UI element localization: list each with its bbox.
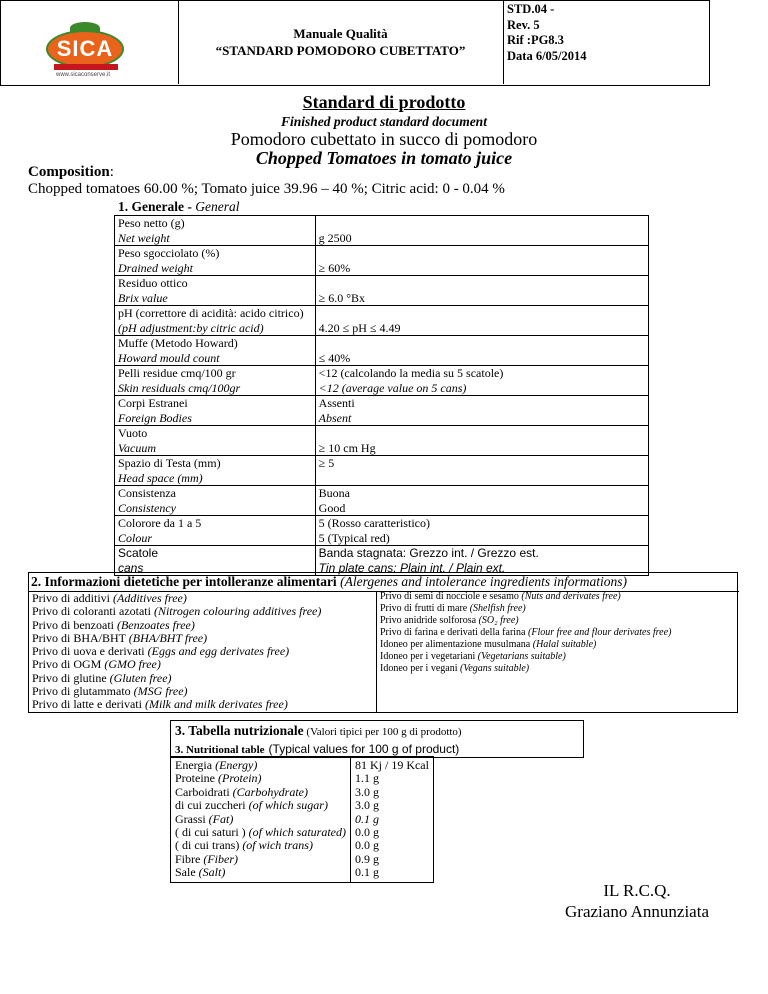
general-value-2 — [319, 471, 645, 486]
general-table — [114, 215, 649, 576]
composition-heading — [28, 164, 114, 181]
nutrition-label — [175, 786, 346, 799]
header-title-line1: Manuale Qualità — [293, 26, 388, 41]
main-title: Standard di prodotto — [302, 92, 466, 112]
general-value-2: g 2500 — [318, 230, 352, 245]
general-value-1: Banda stagnata: Grezzo int. / Grezzo est. — [318, 546, 539, 560]
nutrition-value: 3.0 g — [354, 784, 379, 799]
product-name-it: Pomodoro cubettato in succo di pomodoro — [230, 129, 538, 149]
general-value-1: ≥ 5 — [318, 456, 335, 470]
general-param-en: Drained weight — [118, 260, 193, 275]
general-param — [115, 516, 316, 546]
nutrition-label-en: (Energy) — [215, 758, 258, 772]
logo-website: www.sicaconserve.it — [56, 72, 111, 78]
diet-item — [32, 698, 373, 711]
general-row — [115, 246, 649, 276]
nutrition-heading-note: (Valori tipici per 100 g di prodotto) — [303, 726, 462, 738]
general-value — [315, 516, 648, 546]
diet-item-it: Privo di additivi — [32, 591, 113, 605]
nutrition-label-it: Energia — [175, 758, 216, 772]
diet-item-en: (Vegans suitable) — [459, 663, 530, 674]
nutrition-label-it: Proteine — [175, 771, 218, 786]
general-param-en: Colour — [118, 530, 153, 545]
general-param-it: Colorore da 1 a 5 — [118, 516, 202, 530]
nutrition-label-en: (Fiber) — [203, 851, 238, 866]
subtitle: Finished product standard document — [281, 114, 487, 129]
nutrition-values — [350, 757, 433, 883]
diet-item-en: (Halal suitable) — [532, 639, 597, 650]
nutrition-label — [175, 839, 346, 852]
general-row — [115, 516, 649, 546]
general-param-it: Scatole — [118, 546, 159, 560]
nutrition-label — [175, 813, 346, 826]
nutrition-label-it: Carboidrati — [175, 784, 233, 799]
general-param-it: Corpi Estranei — [118, 396, 188, 410]
general-param-en: Vacuum — [118, 440, 156, 455]
general-param-it: Residuo ottico — [118, 276, 188, 290]
general-value-2: Tin plate cans: Plain int. / Plain ext. — [318, 560, 506, 575]
general-row — [115, 396, 649, 426]
nutrition-value: 0.0 g — [354, 825, 379, 840]
general-param-it: Muffe (Metodo Howard) — [118, 336, 238, 350]
general-value-2: <12 (average value on 5 cans) — [318, 380, 467, 395]
general-param-it: Consistenza — [118, 486, 176, 500]
nutrition-heading-en: 3. Nutritional table — [175, 744, 265, 756]
diet-item-en: (Nitrogen colouring additives free) — [153, 604, 322, 619]
diet-item-en: (Additives free) — [113, 591, 187, 605]
diet-item — [32, 605, 373, 618]
diet-item-it: Privo di BHA/BHT — [32, 630, 129, 645]
general-param-it: Peso netto (g) — [118, 216, 185, 230]
diet-item — [380, 639, 734, 651]
general-row — [115, 336, 649, 366]
general-param — [115, 276, 316, 306]
diet-item — [380, 603, 734, 615]
general-param-en: Consistency — [118, 500, 176, 515]
nutrition-value: 0.1 g — [354, 811, 379, 826]
general-param — [115, 546, 316, 576]
general-value — [315, 246, 648, 276]
nutrition-value: 81 Kj / 19 Kcal — [354, 758, 429, 772]
diet-item — [32, 632, 373, 645]
nutrition-heading — [175, 723, 462, 739]
nutrition-value: 0.1 g — [354, 865, 379, 880]
general-param-it: Vuoto — [118, 426, 148, 440]
general-param-it: Peso sgocciolato (%) — [118, 246, 220, 260]
general-value-1 — [319, 216, 645, 231]
diet-list-left — [29, 591, 377, 712]
diet-item-it: Privo di latte e derivati — [32, 697, 145, 712]
general-param-it: Spazio di Testa (mm) — [118, 456, 221, 470]
general-value — [315, 306, 648, 336]
diet-item — [32, 592, 373, 605]
diet-item-en: (SO₂ free) — [478, 615, 519, 626]
general-heading — [118, 199, 239, 215]
general-row — [115, 456, 649, 486]
general-row — [115, 546, 649, 576]
general-value-1: <12 (calcolando la media su 5 scatole) — [318, 366, 504, 380]
nutrition-heading-en-note: (Typical values for 100 g of product) — [268, 742, 460, 756]
header-std: STD.04 - — [507, 2, 555, 16]
nutrition-label — [175, 759, 346, 772]
diet-item-en: (Vegetarians suitable) — [477, 651, 566, 662]
general-value-2: Absent — [318, 410, 352, 425]
document-header — [0, 0, 710, 86]
general-param — [115, 456, 316, 486]
general-param — [115, 216, 316, 246]
general-value-2: ≥ 60% — [318, 260, 351, 275]
nutrition-heading-box — [170, 720, 584, 758]
nutrition-value: 0.0 g — [354, 838, 379, 853]
diet-item-it: Privo anidride solforosa — [380, 615, 479, 626]
general-param-en: Net weight — [118, 230, 170, 245]
general-value-1 — [319, 306, 645, 321]
diet-item-it: Idoneo per i vegani — [380, 663, 460, 674]
general-value-1 — [319, 426, 645, 441]
product-name-en: Chopped Tomatoes in tomato juice — [255, 148, 513, 168]
general-value-1: 5 (Rosso caratteristico) — [318, 516, 430, 530]
diet-item-it: Privo di uova e derivati — [32, 644, 148, 659]
general-value-2: ≥ 10 cm Hg — [318, 440, 376, 455]
company-logo — [46, 30, 124, 68]
header-title-cell — [178, 0, 504, 84]
general-param-en: Brix value — [118, 290, 168, 305]
diet-item-en: (Benzoates free) — [116, 617, 195, 632]
diet-item-it: Privo di glutine — [32, 670, 110, 685]
diet-item-it: Privo di semi di nocciole e sesamo — [380, 591, 522, 602]
composition-colon: : — [109, 164, 114, 180]
logo-cell — [0, 0, 179, 84]
diet-heading-en: (Alergenes and intolerance ingredients informations) — [340, 574, 628, 589]
general-value-1: Buona — [318, 486, 351, 500]
diet-item-it: Idoneo per i vegetariani — [380, 651, 478, 662]
header-rif: Rif :PG8.3 — [507, 33, 564, 47]
general-value-1 — [319, 336, 645, 351]
general-value-2: Good — [318, 500, 346, 515]
general-param — [115, 246, 316, 276]
general-value — [315, 366, 648, 396]
general-param-en: Foreign Bodies — [118, 410, 192, 425]
general-row — [115, 486, 649, 516]
diet-item-it: Privo di frutti di mare — [380, 603, 470, 614]
general-heading-label: 1. Generale - — [118, 199, 196, 214]
nutrition-value: 1.1 g — [354, 771, 379, 786]
general-value-1: Assenti — [318, 396, 355, 410]
nutrition-value: 3.0 g — [354, 798, 379, 813]
header-title-line2: “STANDARD POMODORO CUBETTATO” — [215, 43, 466, 58]
general-row — [115, 276, 649, 306]
general-value-1 — [319, 276, 645, 291]
general-param-en: Skin residuals cmq/100gr — [118, 380, 241, 395]
general-value — [315, 216, 648, 246]
diet-item — [380, 627, 734, 639]
header-meta-cell — [507, 2, 587, 64]
diet-item-it: Privo di coloranti azotati — [32, 604, 154, 619]
nutrition-heading-label: 3. Tabella nutrizionale — [175, 723, 304, 738]
general-row — [115, 306, 649, 336]
general-param-en: Howard mould count — [118, 350, 220, 365]
diet-list-right — [377, 591, 737, 712]
nutrition-label-it: ( di cui trans) — [175, 838, 243, 853]
diet-item-en: (Shelfish free) — [469, 603, 526, 614]
general-value — [315, 276, 648, 306]
diet-item — [32, 685, 373, 698]
general-param — [115, 396, 316, 426]
general-value — [315, 546, 648, 576]
header-rev: Rev. 5 — [507, 17, 540, 32]
diet-item — [32, 645, 373, 658]
general-row — [115, 426, 649, 456]
diet-item-en: (Nuts and derivates free) — [521, 591, 621, 602]
general-param-en: cans — [118, 560, 144, 575]
logo-text: SICA — [56, 36, 114, 61]
nutrition-label-en: (Fat) — [208, 811, 234, 826]
general-param — [115, 366, 316, 396]
diet-item — [380, 663, 734, 675]
composition-text: Chopped tomatoes 60.00 %; Tomato juice 39.96 – 40 %; Citric acid: 0 - 0.04 % — [28, 181, 505, 197]
nutrition-label-en: (Carbohydrate) — [232, 784, 308, 799]
general-value-2: ≥ 6.0 °Bx — [318, 290, 366, 305]
signature-name: Graziano Annunziata — [565, 902, 709, 921]
general-value-2: 4.20 ≤ pH ≤ 4.49 — [318, 320, 401, 335]
nutrition-label-it: ( di cui saturi ) — [175, 825, 249, 840]
nutrition-label-en: (of wich trans) — [242, 838, 313, 853]
nutrition-label-en: (Salt) — [198, 865, 226, 880]
signature-title: IL R.C.Q. — [603, 881, 671, 900]
composition-label: Composition — [28, 164, 110, 180]
nutrition-label-it: Fibre — [175, 851, 204, 866]
general-param — [115, 336, 316, 366]
diet-item — [380, 615, 734, 627]
general-value-1 — [319, 246, 645, 261]
diet-heading — [29, 573, 739, 592]
general-value — [315, 456, 648, 486]
general-param-en: Head space (mm) — [118, 470, 203, 485]
header-date: Data 6/05/2014 — [507, 48, 587, 63]
nutrition-label — [175, 826, 346, 839]
general-heading-en: General — [195, 199, 240, 214]
general-row — [115, 216, 649, 246]
nutrition-table — [170, 756, 434, 883]
diet-section — [28, 572, 738, 713]
diet-item-en: (BHA/BHT free) — [128, 630, 208, 645]
general-param-it: Pelli residue cmq/100 gr — [118, 366, 236, 380]
general-row — [115, 366, 649, 396]
general-param — [115, 486, 316, 516]
general-param-it: pH (correttore di acidità: acido citrico) — [118, 306, 304, 320]
diet-item-en: (GMO free) — [104, 657, 161, 672]
diet-item-it: Privo di farina e derivati della farina — [380, 627, 528, 638]
diet-item-en: (Milk and milk derivates free) — [144, 697, 288, 712]
diet-item-it: Privo di benzoati — [32, 617, 117, 632]
general-param — [115, 426, 316, 456]
signature-block — [562, 880, 712, 922]
diet-item — [32, 658, 373, 671]
nutrition-label-en: (Protein) — [218, 771, 262, 786]
general-value — [315, 486, 648, 516]
nutrition-label — [175, 799, 346, 812]
general-param — [115, 306, 316, 336]
nutrition-labels — [171, 757, 351, 883]
diet-item-it: Privo di OGM — [32, 657, 105, 672]
nutrition-label-en: (of which sugar) — [248, 798, 328, 813]
diet-item-en: (Gluten free) — [109, 670, 172, 685]
diet-item-it: Idoneo per alimentazione musulmana — [380, 639, 533, 650]
general-value — [315, 336, 648, 366]
diet-item-en: (MSG free) — [133, 684, 188, 699]
general-param-en: (pH adjustment:by citric acid) — [118, 320, 264, 335]
nutrition-label-it: di cui zuccheri — [175, 798, 249, 813]
nutrition-label-en: (of which saturated) — [248, 825, 346, 840]
general-value — [315, 396, 648, 426]
nutrition-label — [175, 866, 346, 879]
general-value-2: 5 (Typical red) — [318, 530, 390, 545]
diet-item — [380, 591, 734, 603]
nutrition-label — [175, 853, 346, 866]
logo-strip — [54, 64, 118, 70]
diet-item-it: Privo di glutammato — [32, 684, 134, 699]
diet-item-en: (Eggs and egg derivates free) — [147, 644, 290, 659]
nutrition-label — [175, 772, 346, 785]
nutrition-label-it: Sale — [175, 865, 199, 880]
general-value-2: ≤ 40% — [318, 350, 351, 365]
diet-item-en: (Flour free and flour derivates free) — [528, 627, 672, 638]
diet-item — [32, 672, 373, 685]
diet-heading-label: 2. Informazioni dietetiche per intolleranze alimentari — [31, 574, 337, 589]
nutrition-value: 0.9 g — [354, 851, 379, 866]
general-value — [315, 426, 648, 456]
nutrition-label-it: Grassi — [175, 811, 209, 826]
diet-item — [32, 619, 373, 632]
diet-item — [380, 651, 734, 663]
